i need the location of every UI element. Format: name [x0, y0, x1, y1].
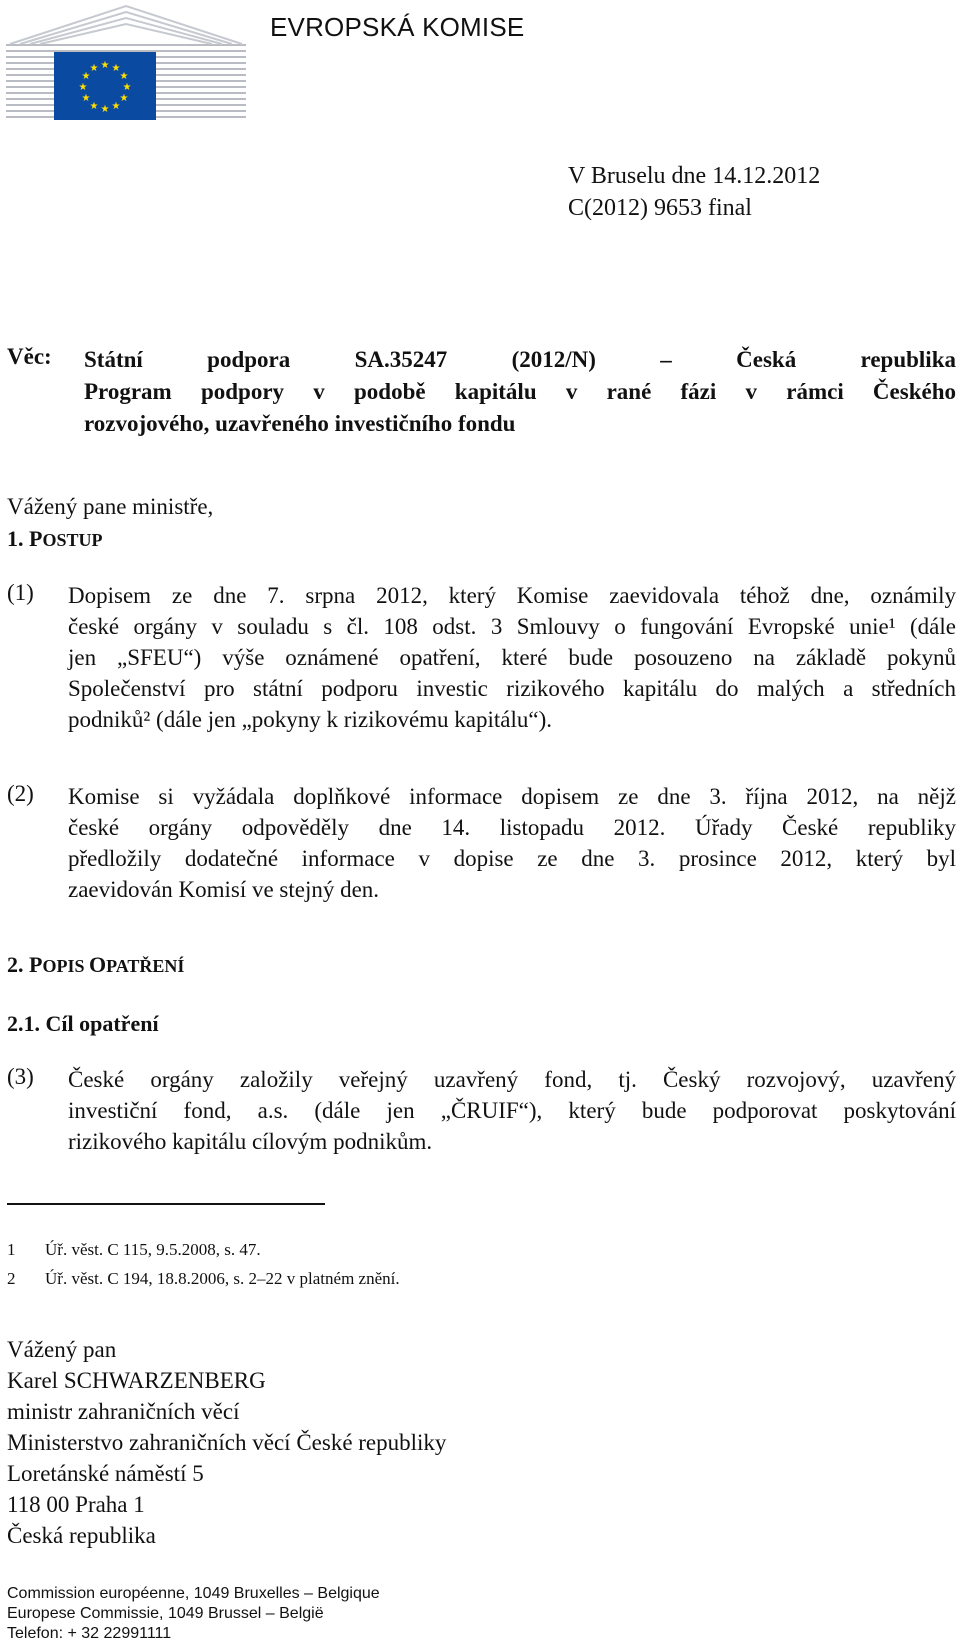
footer-line: Commission européenne, 1049 Bruxelles – Belgique [7, 1585, 380, 1602]
document-meta [568, 160, 820, 224]
paragraph-line: Dopisem ze dne 7. srpna 2012, který Komise zaevidovala téhož dne, oznámily [68, 583, 956, 608]
addressee-line: Ministerstvo zahraničních věcí České republiky [7, 1430, 447, 1455]
subject-line: rozvojového, uzavřeného investičního fondu [84, 411, 516, 436]
svg-text:★: ★ [81, 71, 91, 82]
footnote-number: 1 [7, 1240, 16, 1259]
addressee-line: 118 00 Praha 1 [7, 1492, 145, 1517]
footer-line: Telefon: + 32 22991111 [7, 1625, 172, 1642]
svg-text:★: ★ [119, 93, 129, 104]
svg-text:★: ★ [119, 71, 129, 82]
svg-text:★: ★ [111, 101, 121, 112]
paragraph-number: (3) [7, 1064, 34, 1089]
paragraph-line: podniků² (dále jen „pokyny k rizikovému kapitálu“). [68, 707, 553, 732]
page-footer [7, 1584, 380, 1644]
section-number: 1. [7, 526, 29, 551]
paragraph-number: (1) [7, 580, 34, 605]
section-heading-procedure [7, 526, 102, 552]
svg-text:★: ★ [78, 82, 88, 93]
section-number: 2. [7, 952, 29, 977]
section-initial: P [29, 952, 43, 977]
paragraph-line: Společenství pro státní podporu investic rizikového kapitálu do malých a středních [68, 676, 956, 701]
addressee-line: Vážený pan [7, 1337, 117, 1362]
addressee-block [7, 1334, 446, 1551]
section-initial: O [88, 952, 107, 977]
subject-text [84, 344, 956, 440]
addressee-line: ministr zahraničních věcí [7, 1399, 240, 1424]
paragraph-line: České orgány založily veřejný uzavřený fond, tj. Český rozvojový, uzavřený [68, 1067, 956, 1092]
subject-label: Věc: [7, 344, 52, 369]
svg-text:★: ★ [100, 60, 110, 71]
subsection-heading: 2.1. Cíl opatření [7, 1011, 159, 1036]
addressee-line: Česká republika [7, 1523, 156, 1548]
paragraph-line: rizikového kapitálu cílovým podnikům. [68, 1129, 433, 1154]
paragraph-line: jen „SFEU“) výše oznámené opatření, které bude posouzeno na základě pokynů [68, 645, 956, 670]
reference-number: C(2012) 9653 final [568, 195, 752, 221]
footnote-text: Úř. věst. C 194, 18.8.2006, s. 2–22 v platném znění. [45, 1269, 400, 1288]
section-rest: OPIS [42, 956, 89, 976]
svg-text:★: ★ [89, 101, 99, 112]
footnote-text: Úř. věst. C 115, 9.5.2008, s. 47. [45, 1240, 261, 1259]
subject-line: Státní podpora SA.35247 (2012/N) – Česká republika [84, 347, 956, 372]
paragraph-line: Komise si vyžádala doplňkové informace dopisem ze dne 3. října 2012, na nějž [68, 784, 956, 809]
paragraph-1 [68, 580, 956, 735]
paragraph-line: investiční fond, a.s. (dále jen „ČRUIF“), který bude podporovat poskytování [68, 1098, 956, 1123]
place-date: V Bruselu dne 14.12.2012 [568, 163, 821, 189]
footnote-separator [7, 1203, 325, 1205]
footnote-number: 2 [7, 1269, 16, 1288]
paragraph-line: české orgány v souladu s čl. 108 odst. 3 Smlouvy o fungování Evropské unie¹ (dále [68, 614, 956, 639]
paragraph-number: (2) [7, 781, 34, 806]
paragraph-line: české orgány odpověděly dne 14. listopadu 2012. Úřady České republiky [68, 815, 956, 840]
section-heading-description [7, 952, 184, 978]
paragraph-line: zaevidován Komisí ve stejný den. [68, 877, 380, 902]
svg-text:★: ★ [81, 93, 91, 104]
paragraph-3 [68, 1064, 956, 1157]
paragraph-2 [68, 781, 956, 905]
section-initial: P [29, 526, 43, 551]
salutation: Vážený pane ministře, [7, 494, 214, 519]
addressee-line: Karel SCHWARZENBERG [7, 1368, 266, 1393]
footnote-2 [7, 1269, 400, 1289]
subject-line: Program podpory v podobě kapitálu v rané fázi v rámci Českého [84, 379, 956, 404]
agency-name: EVROPSKÁ KOMISE [270, 12, 525, 42]
european-commission-logo [6, 4, 246, 122]
svg-text:★: ★ [100, 104, 110, 115]
footer-line: Europese Commissie, 1049 Brussel – België [7, 1605, 324, 1622]
svg-text:★: ★ [111, 63, 121, 74]
addressee-line: Loretánské náměstí 5 [7, 1461, 204, 1486]
footnote-1 [7, 1240, 261, 1260]
paragraph-line: předložily dodatečné informace v dopise ze dne 3. prosince 2012, který byl [68, 846, 956, 871]
svg-text:★: ★ [122, 82, 132, 93]
section-rest: OSTUP [42, 530, 103, 550]
section-rest: PATŘENÍ [106, 956, 185, 976]
svg-text:★: ★ [89, 63, 99, 74]
